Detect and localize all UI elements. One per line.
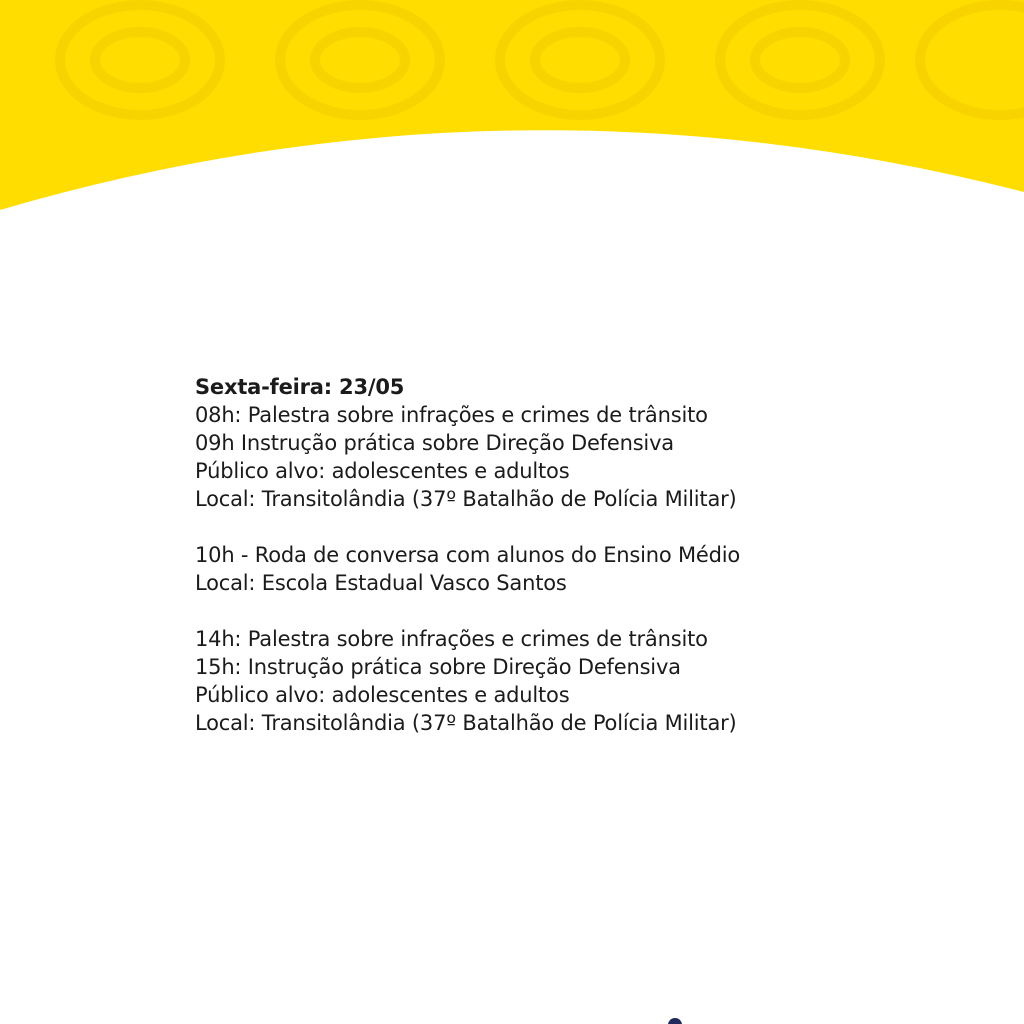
block-spacer <box>195 513 995 541</box>
yellow-header-shape <box>0 0 1024 220</box>
schedule-line: 15h: Instrução prática sobre Direção Defensiva <box>195 655 681 679</box>
day-title: Sexta-feira: 23/05 <box>195 375 405 399</box>
schedule-line: Público alvo: adolescentes e adultos <box>195 683 570 707</box>
schedule-line: Público alvo: adolescentes e adultos <box>195 459 570 483</box>
schedule-line: 10h - Roda de conversa com alunos do Ensino Médio <box>195 543 741 567</box>
schedule-line: 08h: Palestra sobre infrações e crimes de trânsito <box>195 403 708 427</box>
schedule-line: Local: Transitolândia (37º Batalhão de Polícia Militar) <box>195 711 737 735</box>
schedule-line: 14h: Palestra sobre infrações e crimes de trânsito <box>195 627 708 651</box>
block-spacer <box>195 597 995 625</box>
bottom-decorative-dot <box>668 1018 682 1024</box>
schedule-text <box>195 373 995 737</box>
schedule-line: Local: Escola Estadual Vasco Santos <box>195 571 567 595</box>
schedule-line: 09h Instrução prática sobre Direção Defensiva <box>195 431 674 455</box>
schedule-line: Local: Transitolândia (37º Batalhão de Polícia Militar) <box>195 487 737 511</box>
